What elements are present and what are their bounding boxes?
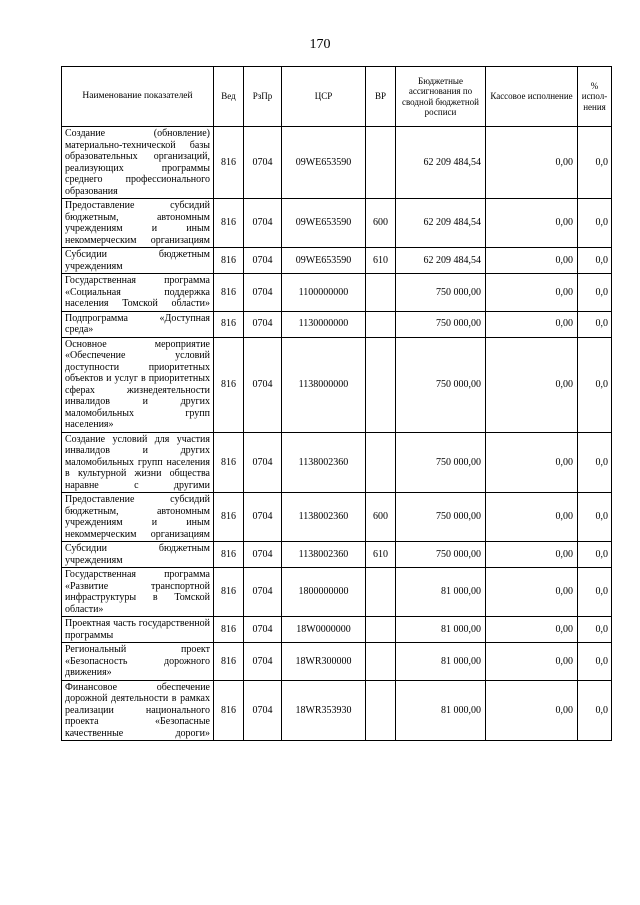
cell-cash: 0,00: [486, 248, 578, 274]
cell-csr: 09WE653590: [282, 127, 366, 199]
cell-rzpr: 0704: [244, 127, 282, 199]
table-row: [62, 568, 612, 617]
header-ved: Вед: [214, 67, 244, 127]
cell-rzpr: 0704: [244, 542, 282, 568]
cell-vr: [366, 680, 396, 741]
cell-rzpr: 0704: [244, 337, 282, 432]
table-row: [62, 493, 612, 542]
cell-name: Субсидии бюджетным учреждениям: [62, 542, 214, 568]
cell-percent: 0,0: [578, 274, 612, 312]
cell-cash: 0,00: [486, 432, 578, 493]
cell-name: Государственная программа «Развитие транспортной инфраструктуры в Томской области»: [62, 568, 214, 617]
cell-rzpr: 0704: [244, 311, 282, 337]
cell-ved: 816: [214, 199, 244, 248]
cell-cash: 0,00: [486, 542, 578, 568]
header-vr: ВР: [366, 67, 396, 127]
cell-percent: 0,0: [578, 248, 612, 274]
cell-name: Предоставление субсидий бюджетным, автономным учреждениям и иным некоммерческим организациям: [62, 493, 214, 542]
cell-csr: 18WR300000: [282, 643, 366, 681]
cell-percent: 0,0: [578, 493, 612, 542]
cell-assigned: 62 209 484,54: [396, 127, 486, 199]
cell-rzpr: 0704: [244, 199, 282, 248]
table-row: [62, 680, 612, 741]
cell-vr: 610: [366, 248, 396, 274]
cell-cash: 0,00: [486, 617, 578, 643]
cell-assigned: 62 209 484,54: [396, 199, 486, 248]
cell-rzpr: 0704: [244, 643, 282, 681]
cell-cash: 0,00: [486, 493, 578, 542]
cell-ved: 816: [214, 248, 244, 274]
cell-cash: 0,00: [486, 643, 578, 681]
cell-rzpr: 0704: [244, 432, 282, 493]
header-percent: % испол-нения: [578, 67, 612, 127]
cell-vr: 600: [366, 493, 396, 542]
cell-assigned: 750 000,00: [396, 311, 486, 337]
cell-ved: 816: [214, 493, 244, 542]
cell-rzpr: 0704: [244, 493, 282, 542]
cell-assigned: 750 000,00: [396, 432, 486, 493]
cell-ved: 816: [214, 432, 244, 493]
cell-percent: 0,0: [578, 311, 612, 337]
cell-ved: 816: [214, 617, 244, 643]
cell-name: Государственная программа «Социальная поддержка населения Томской области»: [62, 274, 214, 312]
cell-assigned: 750 000,00: [396, 274, 486, 312]
cell-rzpr: 0704: [244, 680, 282, 741]
cell-cash: 0,00: [486, 680, 578, 741]
cell-name: Создание (обновление) материально-технической базы образовательных организаций, реализующих программы среднего профессионального образования: [62, 127, 214, 199]
table-row: [62, 643, 612, 681]
cell-percent: 0,0: [578, 542, 612, 568]
page-number: 170: [309, 37, 331, 52]
cell-assigned: 81 000,00: [396, 680, 486, 741]
cell-ved: 816: [214, 274, 244, 312]
cell-assigned: 81 000,00: [396, 617, 486, 643]
cell-name: Основное мероприятие «Обеспечение условий доступности приоритетных объектов и услуг в приоритетных сферах жизнедеятельности инвалидов и других маломобильных групп населения»: [62, 337, 214, 432]
cell-vr: [366, 643, 396, 681]
cell-csr: 1800000000: [282, 568, 366, 617]
table-row: [62, 617, 612, 643]
cell-assigned: 62 209 484,54: [396, 248, 486, 274]
cell-percent: 0,0: [578, 337, 612, 432]
budget-table: [61, 66, 612, 741]
cell-percent: 0,0: [578, 617, 612, 643]
cell-vr: [366, 568, 396, 617]
cell-cash: 0,00: [486, 274, 578, 312]
cell-csr: 1138000000: [282, 337, 366, 432]
header-cash: Кассовое исполнение: [486, 67, 578, 127]
header-name: Наименование показателей: [62, 67, 214, 127]
cell-cash: 0,00: [486, 311, 578, 337]
table-row: [62, 542, 612, 568]
cell-cash: 0,00: [486, 127, 578, 199]
header-csr: ЦСР: [282, 67, 366, 127]
cell-name: Подпрограмма «Доступная среда»: [62, 311, 214, 337]
cell-vr: [366, 617, 396, 643]
cell-ved: 816: [214, 542, 244, 568]
cell-cash: 0,00: [486, 568, 578, 617]
cell-ved: 816: [214, 643, 244, 681]
cell-assigned: 750 000,00: [396, 542, 486, 568]
cell-ved: 816: [214, 680, 244, 741]
cell-ved: 816: [214, 311, 244, 337]
cell-cash: 0,00: [486, 199, 578, 248]
cell-csr: 18W0000000: [282, 617, 366, 643]
cell-rzpr: 0704: [244, 248, 282, 274]
cell-percent: 0,0: [578, 568, 612, 617]
cell-csr: 1130000000: [282, 311, 366, 337]
cell-csr: 18WR353930: [282, 680, 366, 741]
cell-name: Региональный проект «Безопасность дорожного движения»: [62, 643, 214, 681]
table-row: [62, 199, 612, 248]
cell-vr: [366, 127, 396, 199]
table-row: [62, 311, 612, 337]
cell-percent: 0,0: [578, 127, 612, 199]
cell-rzpr: 0704: [244, 274, 282, 312]
cell-vr: 600: [366, 199, 396, 248]
cell-rzpr: 0704: [244, 617, 282, 643]
cell-assigned: 750 000,00: [396, 493, 486, 542]
cell-rzpr: 0704: [244, 568, 282, 617]
table-row: [62, 432, 612, 493]
cell-cash: 0,00: [486, 337, 578, 432]
cell-name: Проектная часть государственной программы: [62, 617, 214, 643]
table-row: [62, 274, 612, 312]
cell-ved: 816: [214, 337, 244, 432]
table-row: [62, 127, 612, 199]
header-row: [62, 67, 612, 127]
cell-vr: [366, 311, 396, 337]
cell-percent: 0,0: [578, 643, 612, 681]
cell-percent: 0,0: [578, 432, 612, 493]
cell-vr: 610: [366, 542, 396, 568]
cell-ved: 816: [214, 568, 244, 617]
cell-csr: 1138002360: [282, 432, 366, 493]
cell-csr: 1138002360: [282, 493, 366, 542]
cell-percent: 0,0: [578, 680, 612, 741]
header-rzpr: РзПр: [244, 67, 282, 127]
cell-vr: [366, 432, 396, 493]
cell-name: Предоставление субсидий бюджетным, автономным учреждениям и иным некоммерческим организациям: [62, 199, 214, 248]
cell-name: Субсидии бюджетным учреждениям: [62, 248, 214, 274]
table-row: [62, 248, 612, 274]
table-row: [62, 337, 612, 432]
cell-vr: [366, 337, 396, 432]
cell-assigned: 81 000,00: [396, 568, 486, 617]
cell-vr: [366, 274, 396, 312]
cell-csr: 09WE653590: [282, 199, 366, 248]
cell-percent: 0,0: [578, 199, 612, 248]
cell-assigned: 81 000,00: [396, 643, 486, 681]
cell-csr: 1138002360: [282, 542, 366, 568]
cell-csr: 09WE653590: [282, 248, 366, 274]
cell-name: Финансовое обеспечение дорожной деятельности в рамках реализации национального проекта «Безопасные качественные дороги»: [62, 680, 214, 741]
cell-ved: 816: [214, 127, 244, 199]
cell-assigned: 750 000,00: [396, 337, 486, 432]
header-assignments: Бюджетные ассигнования по сводной бюджетной росписи: [396, 67, 486, 127]
cell-csr: 1100000000: [282, 274, 366, 312]
cell-name: Создание условий для участия инвалидов и других маломобильных групп населения в культурной жизни общества наравне с другими: [62, 432, 214, 493]
